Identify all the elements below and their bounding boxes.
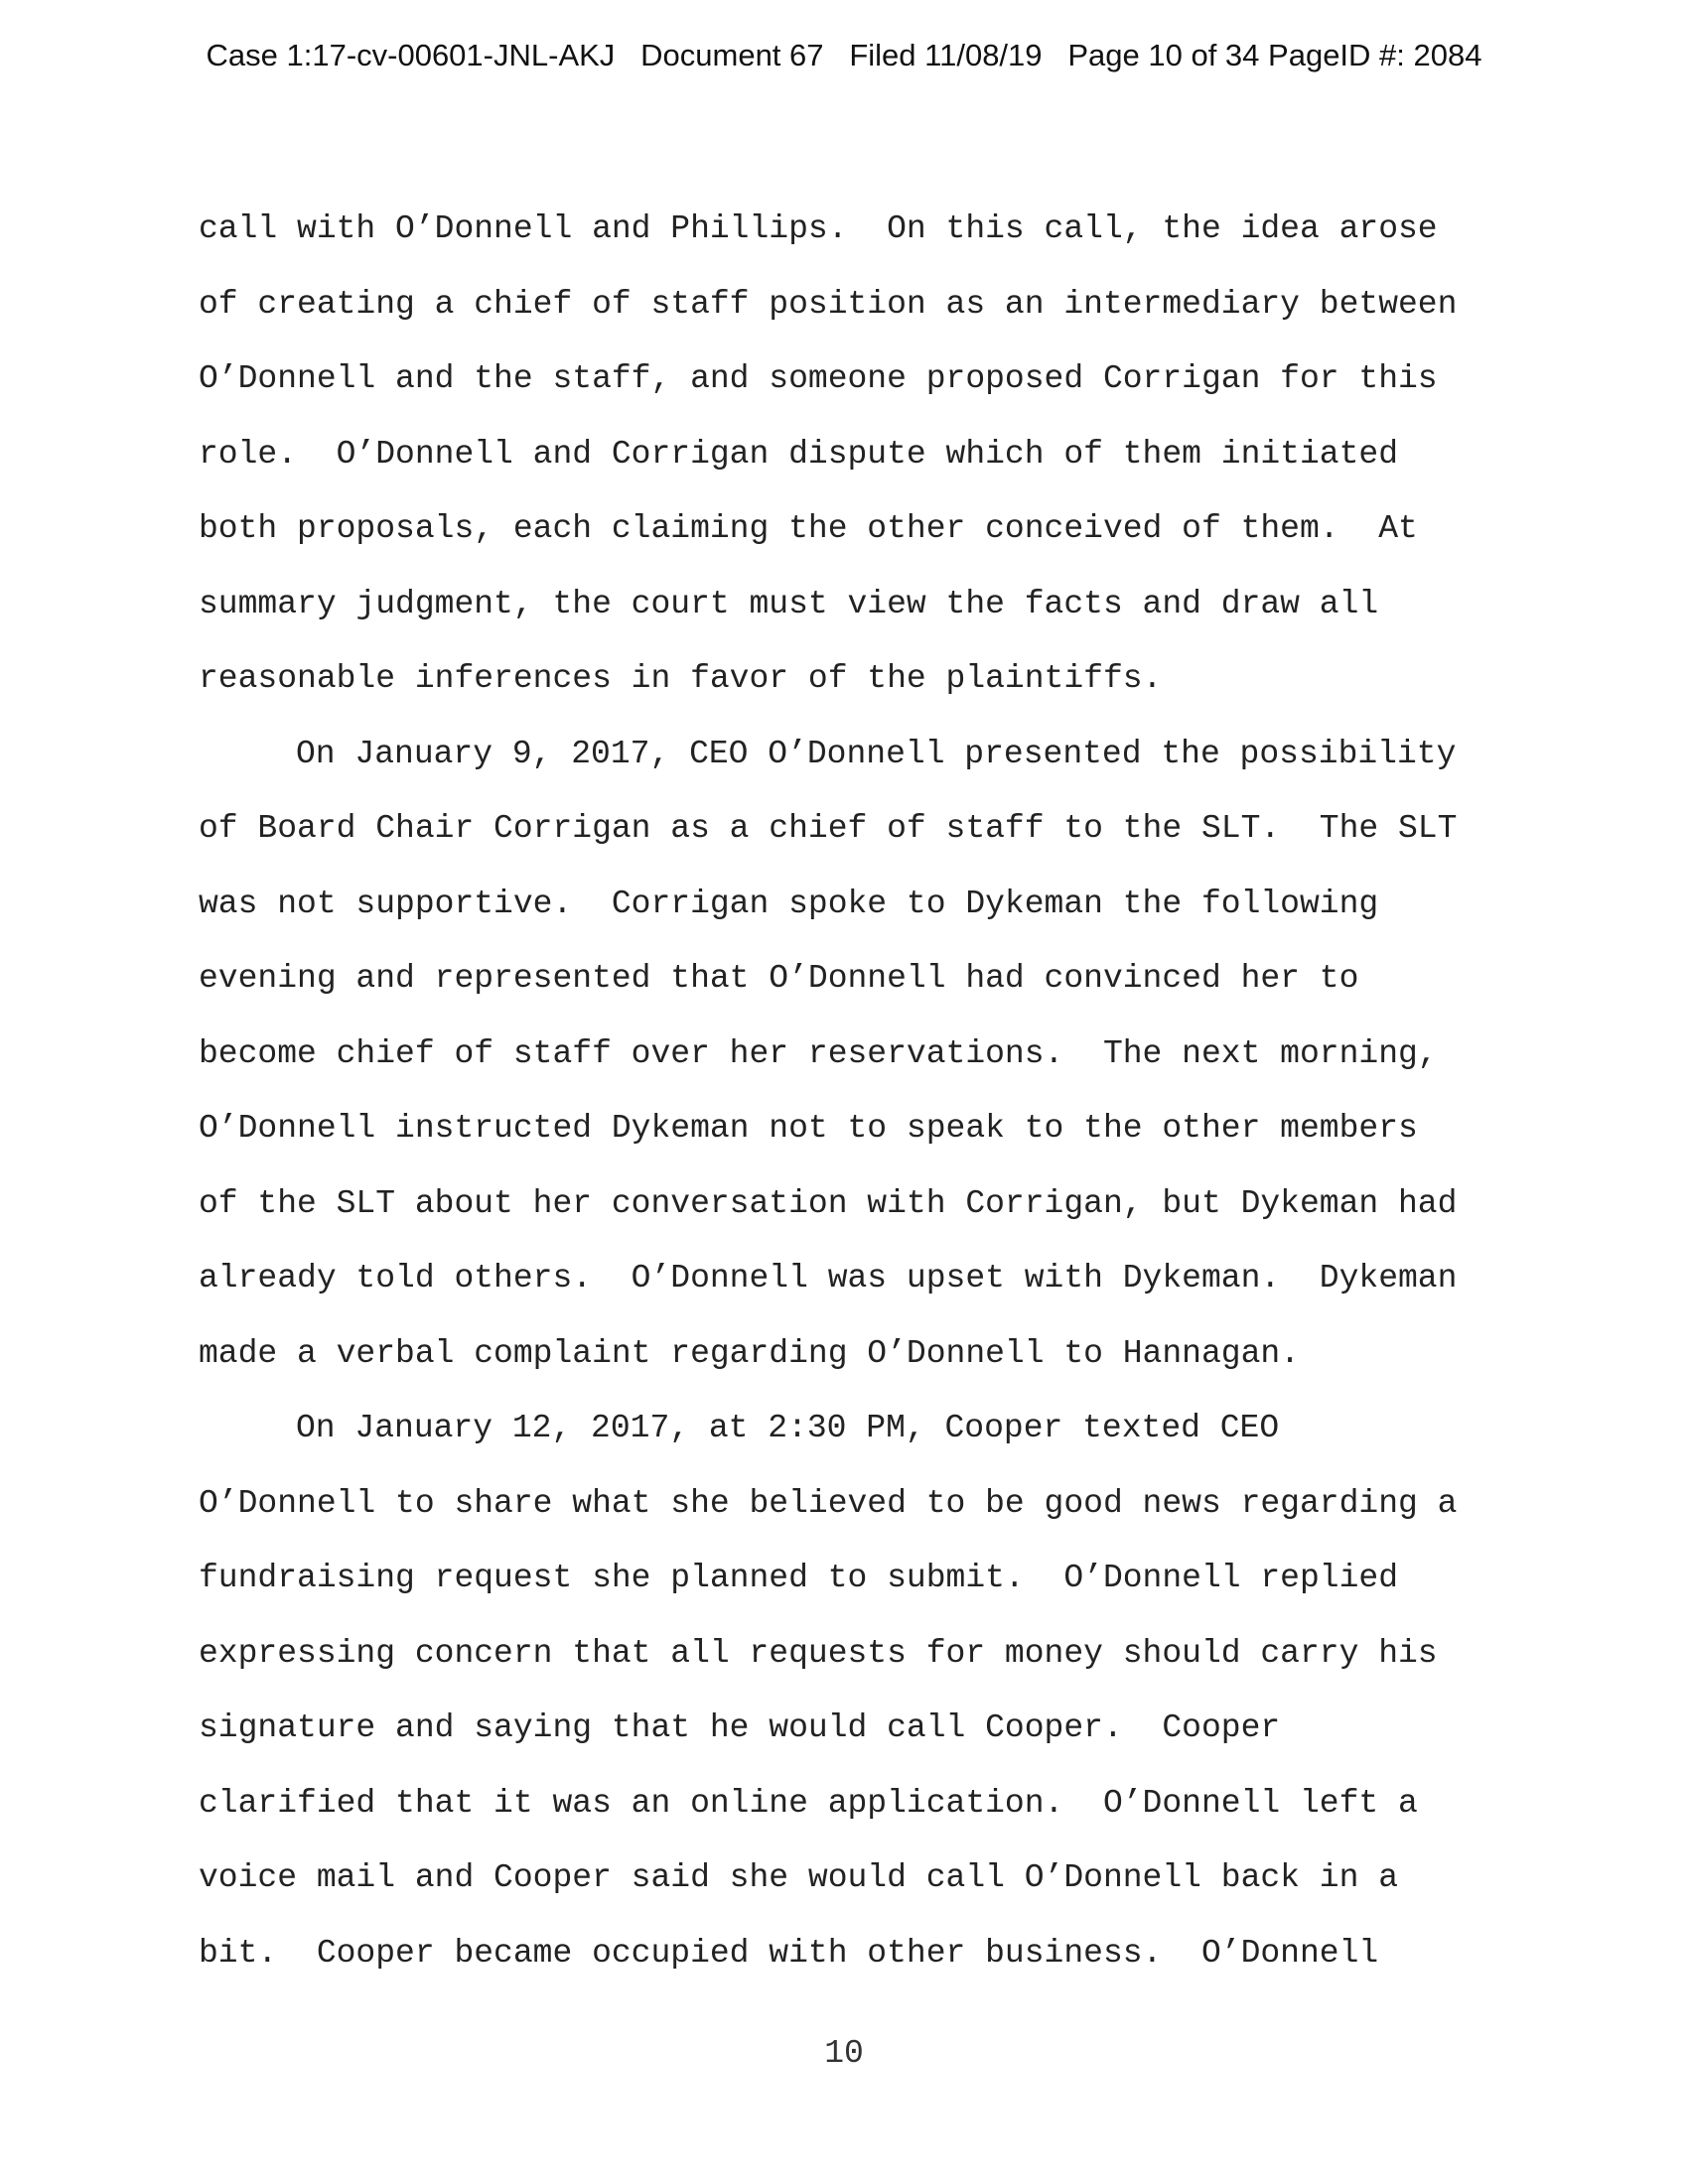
text-line: bit. Cooper became occupied with other business. O’Donnell xyxy=(199,1934,1379,1972)
text-line: clarified that it was an online application. O’Donnell left a xyxy=(199,1784,1418,1822)
paragraph-start-line: On January 9, 2017, CEO O’Donnell presented the possibility xyxy=(296,735,1457,772)
text-line: of Board Chair Corrigan as a chief of staff to the SLT. The SLT xyxy=(199,810,1458,847)
text-line: of creating a chief of staff position as an intermediary between xyxy=(199,285,1458,323)
text-line: made a verbal complaint regarding O’Donnell to Hannagan. xyxy=(199,1334,1300,1372)
text-line: summary judgment, the court must view the facts and draw all xyxy=(199,585,1379,622)
text-line: already told others. O’Donnell was upset with Dykeman. Dykeman xyxy=(199,1260,1458,1297)
text-line: call with O’Donnell and Phillips. On this call, the idea arose xyxy=(199,210,1438,247)
text-line: reasonable inferences in favor of the plaintiffs. xyxy=(199,660,1163,697)
text-line: O’Donnell to share what she believed to be good news regarding a xyxy=(199,1484,1458,1522)
text-line: both proposals, each claiming the other conceived of them. At xyxy=(199,510,1418,547)
text-line: signature and saying that he would call Cooper. Cooper xyxy=(199,1709,1281,1746)
text-line: fundraising request she planned to submit. O’Donnell replied xyxy=(199,1560,1398,1596)
text-line: become chief of staff over her reservations. The next morning, xyxy=(199,1034,1438,1072)
paragraph-start-line: On January 12, 2017, at 2:30 PM, Cooper texted CEO xyxy=(296,1410,1280,1446)
text-line: was not supportive. Corrigan spoke to Dykeman the following xyxy=(199,885,1379,922)
document-body xyxy=(199,192,1489,1990)
text-line: role. O’Donnell and Corrigan dispute which of them initiated xyxy=(199,435,1398,473)
page-number: 10 xyxy=(824,2035,864,2072)
text-line: expressing concern that all requests for money should carry his xyxy=(199,1634,1438,1672)
text-line: O’Donnell instructed Dykeman not to speak to the other members xyxy=(199,1110,1418,1147)
case-header: Case 1:17-cv-00601-JNL-AKJ Document 67 Filed 11/08/19 Page 10 of 34 PageID #: 2084 xyxy=(206,38,1482,72)
text-line: of the SLT about her conversation with Corrigan, but Dykeman had xyxy=(199,1184,1458,1222)
text-line: evening and represented that O’Donnell had convinced her to xyxy=(199,960,1359,997)
text-line: voice mail and Cooper said she would call O’Donnell back in a xyxy=(199,1859,1398,1896)
text-line: O’Donnell and the staff, and someone proposed Corrigan for this xyxy=(199,360,1438,397)
